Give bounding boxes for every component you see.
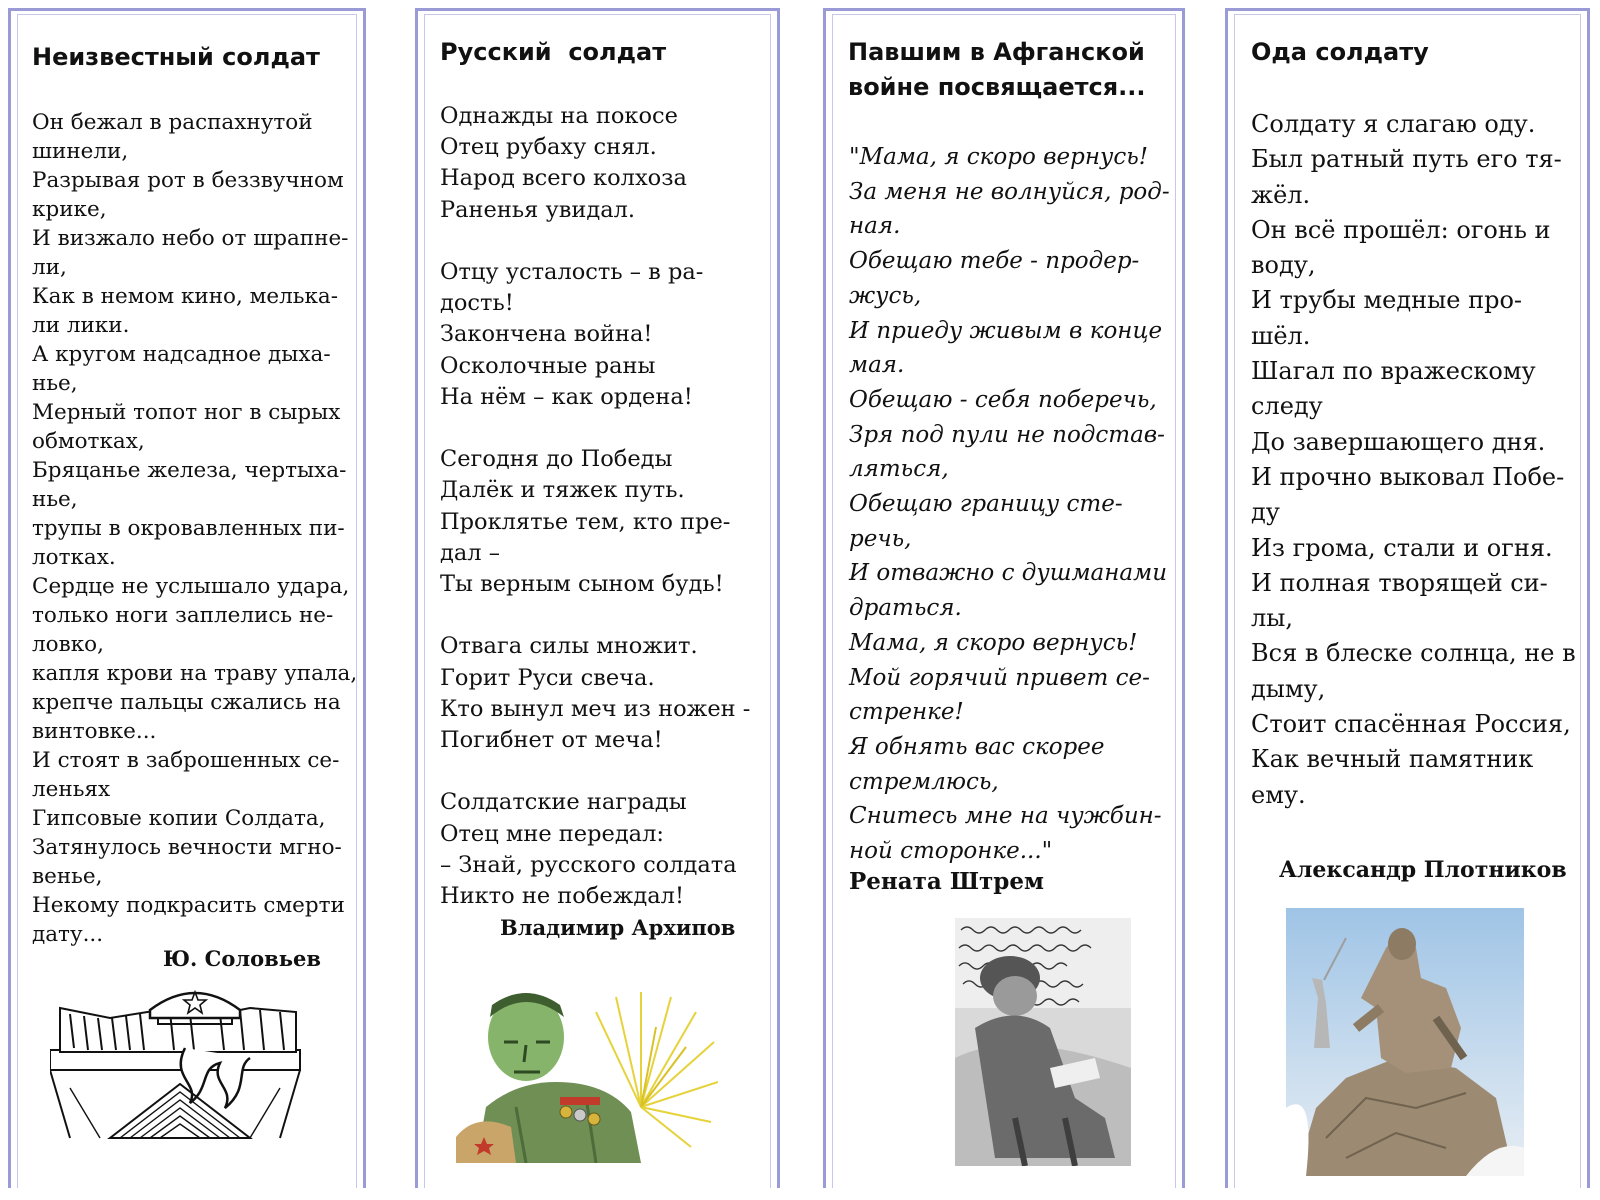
- poem-line: Вся в блеске солнца, не в: [1251, 639, 1576, 668]
- poem-line: Отвага силы множит.: [440, 633, 698, 660]
- poem-line: Я обнять вас скорее: [849, 733, 1105, 760]
- poem-line: Некому подкрасить смерти: [32, 893, 345, 918]
- poem-line: ляться,: [849, 456, 949, 483]
- stanza-break: [440, 413, 750, 444]
- poem-line: Далёк и тяжек путь.: [440, 477, 685, 504]
- poem-title-line: войне посвящается...: [848, 73, 1146, 101]
- poem-line: И полная творящей си-: [1251, 568, 1548, 597]
- poem-line: ловко,: [32, 632, 104, 657]
- poem-author-plotnikov: Александр Плотников: [1279, 857, 1567, 883]
- poem-line: Горит Руси свеча.: [440, 664, 655, 691]
- poem-line: речь,: [849, 525, 912, 552]
- poem-body-afghan-war: [849, 140, 1170, 869]
- poem-line: стренке!: [849, 699, 964, 726]
- soldier-with-medals-illustration: [456, 987, 718, 1163]
- poem-line: За меня не волнуйся, род-: [849, 178, 1170, 205]
- poem-line: лы,: [1251, 604, 1293, 633]
- poem-line: И стоят в заброшенных се-: [32, 748, 340, 773]
- poem-line: ли лики.: [32, 313, 130, 338]
- stanza-break: [440, 226, 750, 257]
- poem-line: Солдатские награды: [440, 789, 687, 816]
- poem-line: капля крови на траву упала,: [32, 661, 358, 686]
- poem-line: И прочно выковал Побе-: [1251, 462, 1565, 491]
- poem-line: – Знай, русского солдата: [440, 851, 737, 878]
- stanza-break: [440, 756, 750, 787]
- poem-line: Шагал по вражескому: [1251, 357, 1536, 386]
- poem-line: Как вечный памятник: [1251, 745, 1534, 774]
- poem-line: лотках.: [32, 545, 116, 570]
- poem-line: На нём – как ордена!: [440, 383, 693, 410]
- poem-line: дыму,: [1251, 674, 1326, 703]
- poem-line: трупы в окровавленных пи-: [32, 516, 345, 541]
- poem-line: Сердце не услышало удара,: [32, 574, 350, 599]
- poem-body-russian-soldier: [440, 101, 750, 912]
- poem-line: Кто вынул меч из ножен -: [440, 695, 751, 722]
- poem-title-ode: Ода солдату: [1251, 38, 1429, 66]
- poem-line: крике,: [32, 197, 107, 222]
- poem-line: "Мама, я скоро вернусь!: [849, 144, 1148, 170]
- poem-line: дату...: [32, 922, 104, 947]
- poem-line: Мерный топот ног в сырых: [32, 400, 341, 425]
- poem-line: А кругом надсадное дыха-: [32, 342, 331, 367]
- poem-line: Солдату я слагаю оду.: [1251, 110, 1536, 138]
- poem-line: До завершающего дня.: [1251, 427, 1546, 456]
- poem-body-ode: [1251, 107, 1576, 813]
- poem-title-line: Павшим в Афганской: [848, 38, 1145, 66]
- poem-line: Отец рубаху снял.: [440, 134, 657, 161]
- poem-line: шинели,: [32, 139, 129, 164]
- mamayev-kurgan-monument-photo: [1286, 908, 1524, 1176]
- poem-line: драться.: [849, 595, 962, 622]
- poem-line: Раненья увидал.: [440, 196, 636, 223]
- poem-line: леньях: [32, 777, 111, 802]
- poem-line: только ноги заплелись не-: [32, 603, 334, 628]
- poem-line: воду,: [1251, 251, 1316, 280]
- poem-line: Как в немом кино, мелька-: [32, 284, 338, 309]
- poem-line: Гипсовые копии Солдата,: [32, 806, 326, 831]
- poem-line: жёл.: [1251, 180, 1311, 209]
- poem-line: Народ всего колхоза: [440, 165, 687, 192]
- poem-line: Снитесь мне на чужбин-: [849, 803, 1162, 830]
- poem-line: жусь,: [849, 282, 922, 309]
- poem-line: следу: [1251, 392, 1323, 421]
- poem-line: Разрывая рот в беззвучном: [32, 168, 344, 193]
- poem-line: нье,: [32, 487, 78, 512]
- poem-line: обмотках,: [32, 429, 145, 454]
- poem-line: Однажды на покосе: [440, 103, 678, 129]
- stanza-break: [440, 600, 750, 631]
- poem-line: винтовке...: [32, 719, 157, 744]
- poem-line: Стоит спасённая Россия,: [1251, 710, 1571, 739]
- poem-line: ему.: [1251, 780, 1306, 809]
- poem-line: Обещаю границу сте-: [849, 491, 1123, 518]
- poem-line: Погибнет от меча!: [440, 727, 663, 754]
- illustration-flame: [181, 1048, 250, 1108]
- poem-body-unknown-soldier: [32, 108, 357, 949]
- poem-line: ли,: [32, 255, 67, 280]
- poem-line: И визжало небо от шрапне-: [32, 226, 349, 251]
- poem-line: крепче пальцы сжались на: [32, 690, 341, 715]
- poem-line: нье,: [32, 371, 78, 396]
- poem-line: Он всё прошёл: огонь и: [1251, 215, 1551, 244]
- soldier-writing-letter-photo: [955, 918, 1131, 1166]
- poem-line: И приеду живым в конце: [849, 317, 1163, 344]
- poem-line: Обещаю - себя поберечь,: [849, 386, 1157, 413]
- poem-line: Закончена война!: [440, 321, 653, 348]
- poem-line: Зря под пули не подстав-: [849, 421, 1165, 448]
- poem-line: Он бежал в распахнутой: [32, 110, 313, 135]
- poem-line: Из грома, стали и огня.: [1251, 533, 1553, 562]
- poem-line: Никто не побеждал!: [440, 883, 684, 910]
- poem-line: дал –: [440, 539, 500, 566]
- poem-line: Ты верным сыном будь!: [440, 571, 724, 598]
- poem-line: Мама, я скоро вернусь!: [849, 629, 1138, 656]
- poem-author-shtrem: Рената Штрем: [849, 868, 1044, 895]
- poem-line: дость!: [440, 290, 514, 317]
- poem-line: Осколочные раны: [440, 352, 656, 379]
- poem-title-afghan-war: [848, 35, 1146, 105]
- poem-line: Сегодня до Победы: [440, 446, 673, 473]
- poem-line: мая.: [849, 352, 905, 379]
- poem-line: Проклятье тем, кто пре-: [440, 508, 731, 535]
- poem-line: Обещаю тебе - продер-: [849, 248, 1140, 275]
- poem-line: ду: [1251, 498, 1280, 527]
- poem-line: Был ратный путь его тя-: [1251, 145, 1562, 174]
- poem-line: Бряцанье железа, чертыха-: [32, 458, 347, 483]
- poem-line: ной сторонке...": [849, 838, 1053, 865]
- illustration-helmet: [150, 993, 240, 1018]
- eternal-flame-helmet-illustration: [50, 988, 308, 1148]
- poem-line: шёл.: [1251, 321, 1311, 350]
- poem-line: Отцу усталость – в ра-: [440, 259, 704, 286]
- poem-line: И трубы медные про-: [1251, 286, 1522, 315]
- poem-line: Мой горячий привет се-: [849, 664, 1150, 691]
- poem-author-arkhipov: Владимир Архипов: [500, 915, 736, 940]
- poem-line: Отец мне передал:: [440, 820, 664, 847]
- poem-line: ная.: [849, 213, 901, 240]
- poem-title-russian-soldier: Русский солдат: [440, 38, 667, 66]
- poem-line: И отважно с душманами: [849, 560, 1168, 587]
- poem-line: венье,: [32, 864, 103, 889]
- poem-title-unknown-soldier: Неизвестный солдат: [32, 43, 320, 71]
- poem-line: Затянулось вечности мгно-: [32, 835, 342, 860]
- poem-line: стремлюсь,: [849, 768, 999, 795]
- poem-author-soloviev: Ю. Соловьев: [163, 946, 321, 971]
